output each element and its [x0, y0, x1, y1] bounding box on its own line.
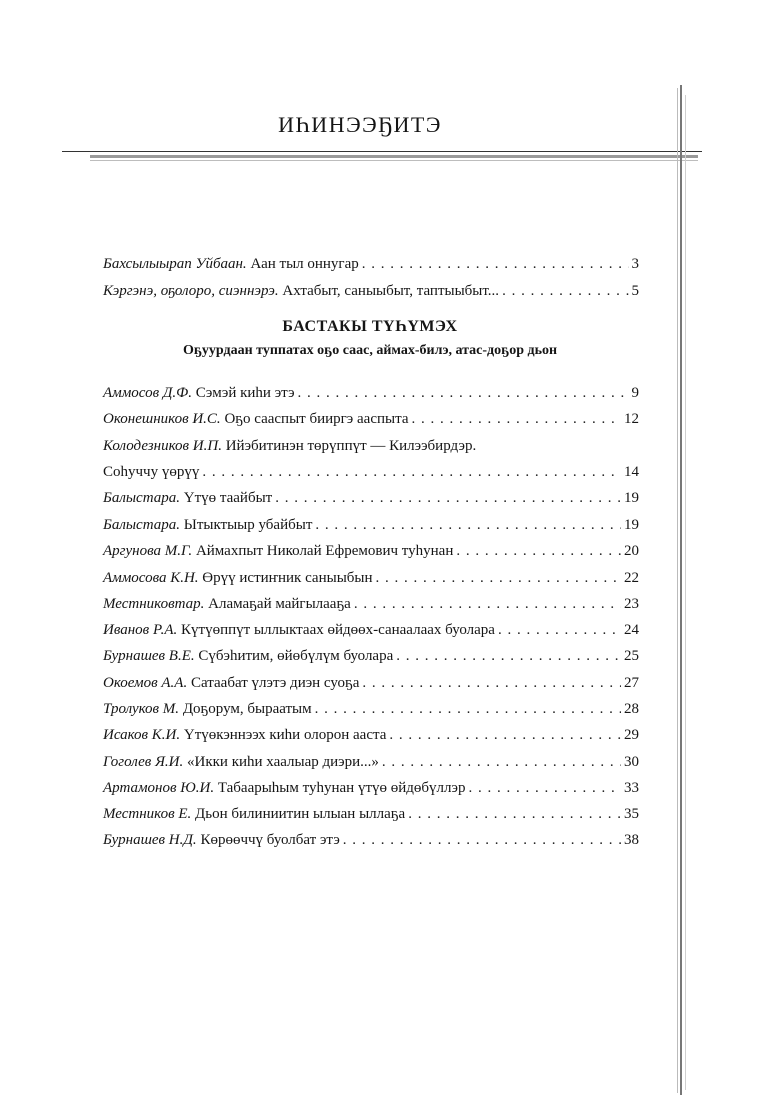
margin-rule-thick [680, 85, 682, 1095]
leader-dots [362, 675, 621, 692]
entry-author: Гоголев Я.И. [103, 754, 184, 770]
leader-dots [468, 780, 621, 797]
toc-entry[interactable] [103, 648, 639, 672]
entry-author: Балыстара. [103, 490, 180, 506]
entry-title: Ийэбитинэн төрүппүт — Килээбирдэр. [225, 438, 477, 454]
entry-author: Тролуков М. [103, 701, 180, 717]
leader-dots [315, 701, 621, 718]
entry-title: Доҕорум, быраатым [182, 701, 312, 717]
entry-author: Кэргэнэ, оҕолоро, сиэннэрэ. [103, 283, 279, 299]
header-rule-thick [90, 155, 698, 158]
entry-page: 35 [624, 806, 639, 822]
entry-author: Аммосов Д.Ф. [103, 385, 192, 401]
entry-page: 9 [631, 385, 639, 401]
entry-page: 28 [624, 701, 639, 717]
toc-entry[interactable] [103, 517, 639, 541]
leader-dots [456, 543, 621, 560]
leader-dots [315, 517, 621, 534]
entry-page: 24 [624, 622, 639, 638]
entry-title: Сүбэһитим, өйөбүлүм буолара [198, 648, 394, 664]
toc-entry[interactable] [103, 490, 639, 514]
leader-dots [275, 490, 621, 507]
entry-page: 22 [624, 570, 639, 586]
leader-dots [408, 806, 621, 823]
entry-title: Оҕо сааспыт бииргэ ааспыта [224, 411, 409, 427]
leader-dots [396, 648, 621, 665]
entry-author: Бахсылыырап Уйбаан. [103, 256, 247, 272]
toc-entry[interactable] [103, 385, 639, 409]
entry-title: Аан тыл оннугар [250, 256, 359, 272]
toc-entry[interactable] [103, 543, 639, 567]
entry-page: 3 [631, 256, 639, 272]
toc-entry[interactable] [103, 570, 639, 594]
margin-rule-thin [685, 95, 686, 1090]
toc-entry[interactable] [103, 727, 639, 751]
entry-author: Бурнашев В.Е. [103, 648, 195, 664]
toc-entry[interactable] [103, 411, 639, 435]
entry-page: 19 [624, 517, 639, 533]
entry-title: Аламаҕай майгылааҕа [208, 596, 351, 612]
toc-entry[interactable] [103, 622, 639, 646]
leader-dots [411, 411, 621, 428]
entry-author: Колодезников И.П. [103, 438, 222, 454]
leader-dots [298, 385, 629, 402]
leader-dots [343, 832, 621, 849]
entry-author: Бурнашев Н.Д. [103, 832, 197, 848]
margin-rule [677, 88, 678, 1093]
entry-page: 14 [624, 464, 639, 480]
toc-entry[interactable] [103, 596, 639, 620]
entry-title: Ытыктыыр убайбыт [183, 517, 313, 533]
entry-author: Аргунова М.Г. [103, 543, 193, 559]
header-rule [62, 151, 702, 152]
entry-author: Иванов Р.А. [103, 622, 178, 638]
leader-dots [389, 727, 621, 744]
entry-author: Местников Е. [103, 806, 192, 822]
entry-author: Балыстара. [103, 517, 180, 533]
entry-title: Үтүө таайбыт [183, 490, 273, 506]
toc-entry[interactable] [103, 780, 639, 804]
entry-author: Исаков К.И. [103, 727, 181, 743]
entry-author: Аммосова К.Н. [103, 570, 199, 586]
entry-author: Оконешников И.С. [103, 411, 221, 427]
entry-title: Ахтабыт, саныыбыт, таптыыбыт... [282, 283, 500, 299]
entry-page: 5 [631, 283, 639, 299]
toc-entry[interactable] [103, 832, 639, 856]
toc-entry-continuation[interactable] [103, 464, 639, 488]
leader-dots [498, 622, 621, 639]
page-title: ИҺИНЭЭҔИТЭ [278, 112, 442, 137]
leader-dots [362, 256, 629, 273]
entry-page: 38 [624, 832, 639, 848]
entry-page: 23 [624, 596, 639, 612]
header-rule-thin [90, 160, 698, 161]
entry-page: 27 [624, 675, 639, 691]
toc-entry[interactable] [103, 754, 639, 778]
leader-dots [502, 283, 628, 300]
entry-title: Табаарыһым туһунан үтүө өйдөбүллэр [217, 780, 466, 796]
toc-entry[interactable] [103, 806, 639, 830]
leader-dots [354, 596, 621, 613]
entry-page: 20 [624, 543, 639, 559]
entry-page: 19 [624, 490, 639, 506]
entry-title: Сэмэй киһи этэ [195, 385, 295, 401]
entry-title: Өрүү истиҥник саныыбын [202, 570, 373, 586]
entry-title: Аймахпыт Николай Ефремович туһунан [195, 543, 454, 559]
entry-title: Үтүөкэннээх киһи олорон ааста [183, 727, 387, 743]
entry-title: «Икки киһи хаалыар диэри...» [187, 754, 379, 770]
section-heading: БАСТАКЫ ТҮҺҮМЭХ [282, 318, 458, 335]
entry-author: Местниковтар. [103, 596, 205, 612]
entry-title: Көрөөччү буолбат этэ [200, 832, 340, 848]
entry-page: 29 [624, 727, 639, 743]
entry-page: 30 [624, 754, 639, 770]
entry-title: Соһуччу үөрүү [103, 464, 200, 480]
toc-entry[interactable] [103, 701, 639, 725]
entry-author: Артамонов Ю.И. [103, 780, 215, 796]
entry-title: Күтүөппүт ыллыктаах өйдөөх-санаалаах буолара [181, 622, 495, 638]
entry-author: Окоемов А.А. [103, 675, 188, 691]
toc-entry[interactable] [103, 283, 639, 307]
entry-title: Дьон билиниитин ылыан ыллаҕа [195, 806, 406, 822]
toc-entry[interactable] [103, 438, 476, 455]
toc-entry[interactable] [103, 256, 639, 280]
leader-dots [376, 570, 621, 587]
toc-entry[interactable] [103, 675, 639, 699]
leader-dots [202, 464, 621, 481]
leader-dots [382, 754, 621, 771]
entry-page: 12 [624, 411, 639, 427]
entry-title: Сатаабат үлэтэ диэн суоҕа [190, 675, 360, 691]
entry-page: 33 [624, 780, 639, 796]
entry-page: 25 [624, 648, 639, 664]
section-subheading: Оҕуурдаан туппатах оҕо саас, аймах-билэ, атас-доҕор дьон [182, 343, 558, 358]
